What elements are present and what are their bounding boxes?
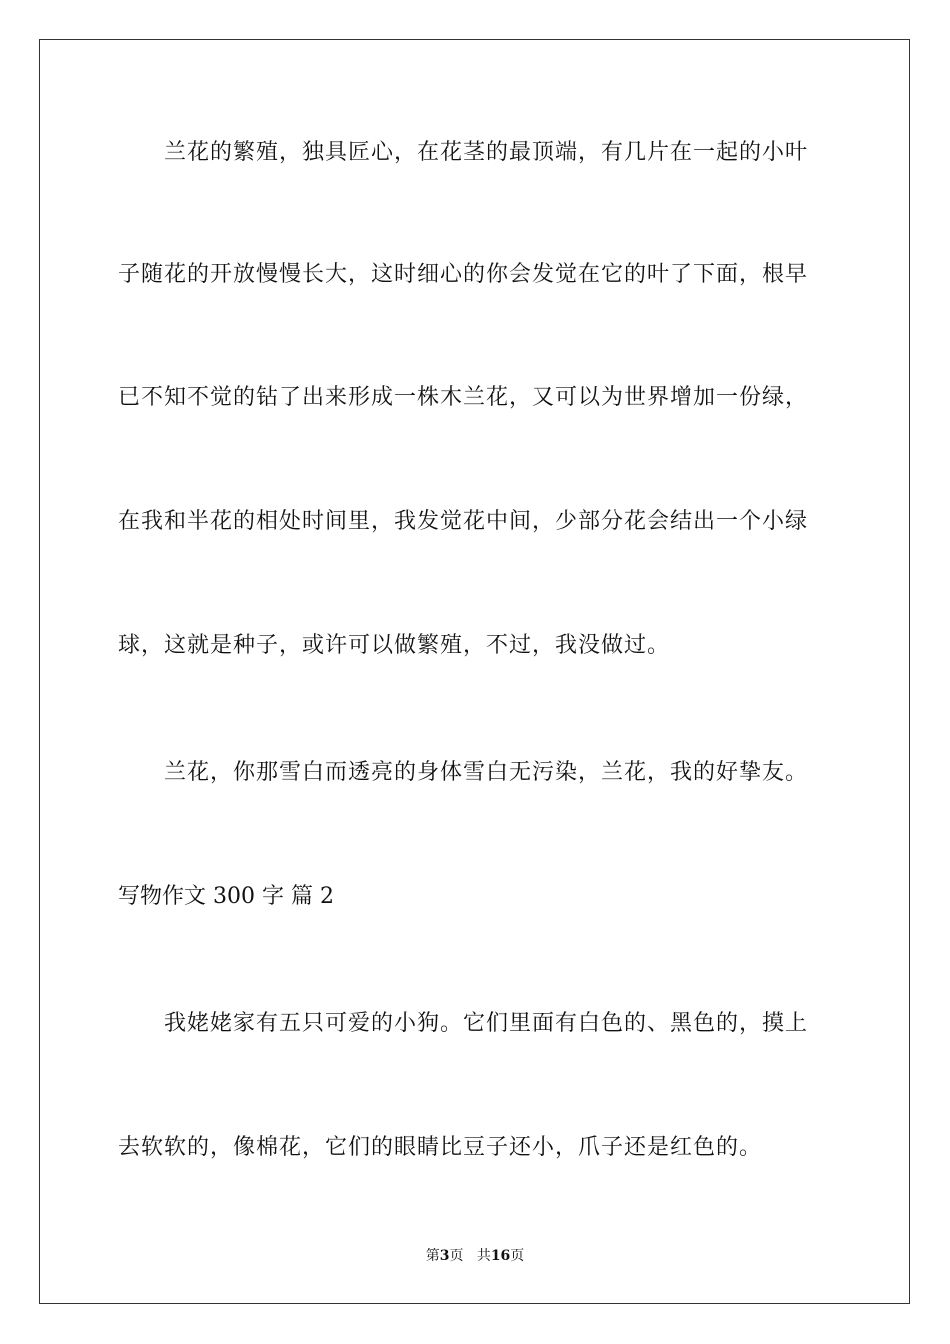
footer-total-suffix: 页 — [510, 1248, 525, 1264]
paragraph-line-3: 已不知不觉的钻了出来形成一株木兰花，又可以为世界增加一份绿， — [118, 385, 809, 410]
paragraph-line-1: 兰花的繁殖，独具匠心，在花茎的最顶端，有几片在一起的小叶 — [164, 140, 809, 165]
paragraph-line-7: 我姥姥家有五只可爱的小狗。它们里面有白色的、黑色的，摸上 — [164, 1011, 809, 1036]
paragraph-line-4: 在我和半花的相处时间里，我发觉花中间，少部分花会结出一个小绿 — [118, 509, 809, 534]
paragraph-line-2: 子随花的开放慢慢长大，这时细心的你会发觉在它的叶了下面，根早 — [118, 262, 809, 287]
current-page-number: 3 — [439, 1248, 450, 1264]
section-heading: 写物作文 300 字 篇 2 — [118, 884, 334, 909]
total-page-count: 16 — [490, 1248, 511, 1264]
footer-total-prefix: 共 — [476, 1248, 491, 1264]
footer-prefix: 第 — [425, 1248, 440, 1264]
page-footer — [0, 1247, 950, 1265]
page-frame — [39, 39, 910, 1304]
paragraph-line-8: 去软软的，像棉花，它们的眼睛比豆子还小，爪子还是红色的。 — [118, 1135, 763, 1160]
footer-page-suffix: 页 — [449, 1248, 464, 1264]
paragraph-line-5: 球，这就是种子，或许可以做繁殖，不过，我没做过。 — [118, 633, 671, 658]
paragraph-line-6: 兰花，你那雪白而透亮的身体雪白无污染，兰花，我的好挚友。 — [164, 760, 809, 785]
